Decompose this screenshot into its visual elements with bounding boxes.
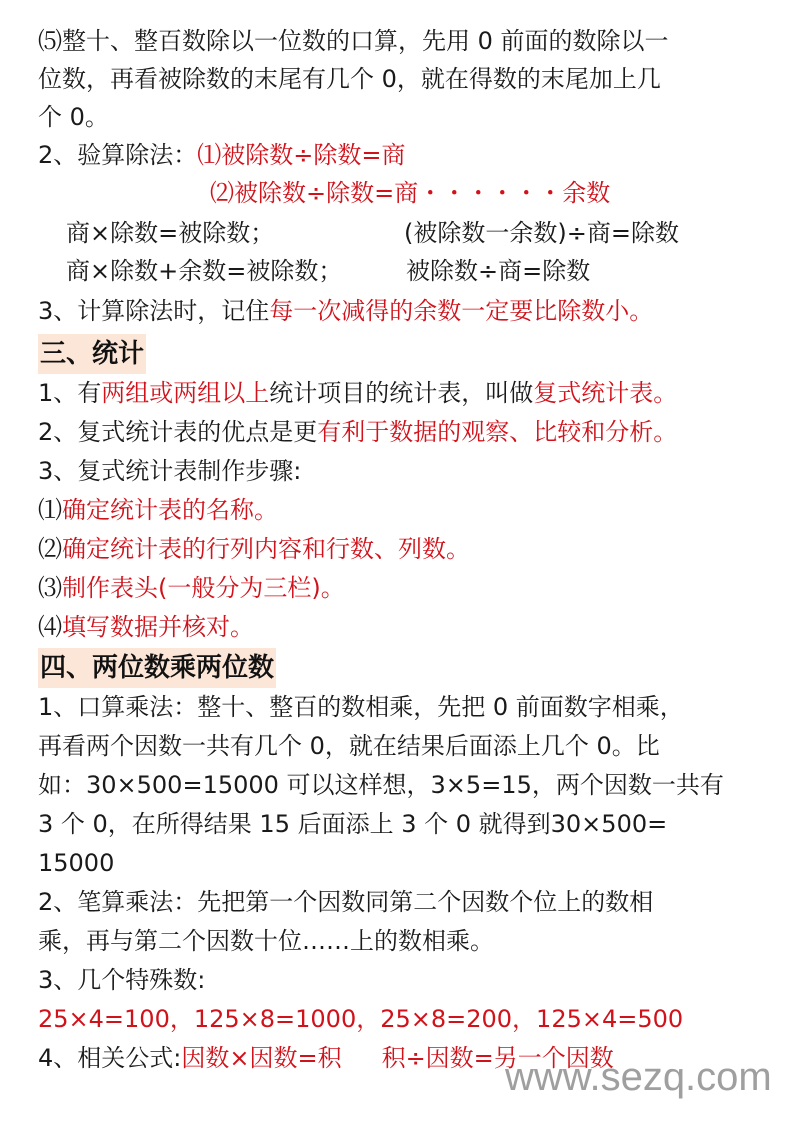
statistics-item1-red2: 复式统计表。 bbox=[533, 379, 678, 407]
verify-label: 2、验算除法： bbox=[38, 141, 198, 169]
statistics-step-1 bbox=[38, 491, 278, 529]
division-rule5-line2: 位数，再看被除数的末尾有几个 0，就在得数的末尾加上几 bbox=[38, 65, 661, 93]
multiplication-item1-line2: 再看两个因数一共有几个 0，就在结果后面添上几个 0。比 bbox=[38, 732, 660, 760]
division-rule3-highlight: 每一次减得的余数一定要比除数小。 bbox=[269, 297, 654, 325]
division-rule3 bbox=[38, 292, 653, 330]
step-number: ⑴ bbox=[38, 496, 62, 524]
verify-formula-b1: 商×除数+余数=被除数； bbox=[66, 257, 343, 285]
verify-division-line1 bbox=[38, 136, 406, 174]
statistics-item1-middle: 统计项目的统计表，叫做 bbox=[269, 379, 534, 407]
step-number: ⑵ bbox=[38, 535, 62, 563]
statistics-step-4 bbox=[38, 608, 254, 646]
statistics-item2-prefix: 2、复式统计表的优点是更 bbox=[38, 418, 318, 446]
multiplication-item1-line1: 1、口算乘法：整十、整百的数相乘，先把 0 前面数字相乘， bbox=[38, 693, 684, 721]
multiplication-item2-line2: 乘，再与第二个因数十位……上的数相乘。 bbox=[38, 927, 494, 955]
verify-case2: ⑵被除数÷除数=商・・・・・・余数 bbox=[210, 179, 611, 207]
multiplication-item2-line1: 2、笔算乘法：先把第一个因数同第二个因数个位上的数相 bbox=[38, 888, 654, 916]
multiplication-special-values: 25×4=100，125×8=1000，25×8=200，125×4=500 bbox=[38, 1005, 684, 1033]
statistics-step-2 bbox=[38, 530, 470, 568]
verify-formula-a2: (被除数一余数)÷商=除数 bbox=[404, 219, 679, 247]
verify-formula-b2: 被除数÷商=除数 bbox=[406, 257, 591, 285]
verify-case1: ⑴被除数÷除数=商 bbox=[197, 141, 406, 169]
verify-formula-a1: 商×除数=被除数； bbox=[66, 219, 275, 247]
formula-product: 因数×因数=积 bbox=[181, 1044, 342, 1072]
multiplication-item1-line4: 3 个 0，在所得结果 15 后面添上 3 个 0 就得到30×500= bbox=[38, 810, 668, 838]
statistics-item2 bbox=[38, 413, 677, 451]
multiplication-item1-line3: 如：30×500=15000 可以这样想，3×5=15，两个因数一共有 bbox=[38, 771, 724, 799]
statistics-item1-red1: 两组或两组以上 bbox=[101, 379, 270, 407]
section-heading-multiplication: 四、两位数乘两位数 bbox=[38, 648, 276, 688]
division-rule5-line1: ⑸整十、整百数除以一位数的口算，先用 0 前面的数除以一 bbox=[38, 27, 669, 55]
step-number: ⑷ bbox=[38, 613, 62, 641]
multiplication-item3-label: 3、几个特殊数: bbox=[38, 966, 206, 994]
section-heading-statistics: 三、统计 bbox=[38, 334, 146, 374]
division-rule5-line3: 个 0。 bbox=[38, 103, 109, 131]
statistics-item1-prefix: 1、有 bbox=[38, 379, 102, 407]
watermark: www.sezq.com bbox=[505, 1055, 772, 1099]
step-text: 确定统计表的名称。 bbox=[62, 496, 278, 524]
step-number: ⑶ bbox=[38, 574, 62, 602]
statistics-item3-label: 3、复式统计表制作步骤: bbox=[38, 457, 302, 485]
statistics-item2-red: 有利于数据的观察、比较和分析。 bbox=[317, 418, 678, 446]
formula-factor: 积÷因数=另一个因数 bbox=[381, 1044, 614, 1072]
multiplication-item4-label: 4、相关公式: bbox=[38, 1044, 182, 1072]
step-text: 制作表头(一般分为三栏)。 bbox=[62, 574, 345, 602]
statistics-item1 bbox=[38, 374, 677, 412]
step-text: 确定统计表的行列内容和行数、列数。 bbox=[62, 535, 470, 563]
multiplication-item1-line5: 15000 bbox=[38, 849, 115, 877]
division-rule3-prefix: 3、计算除法时，记住 bbox=[38, 297, 270, 325]
statistics-step-3 bbox=[38, 569, 345, 607]
step-text: 填写数据并核对。 bbox=[62, 613, 254, 641]
